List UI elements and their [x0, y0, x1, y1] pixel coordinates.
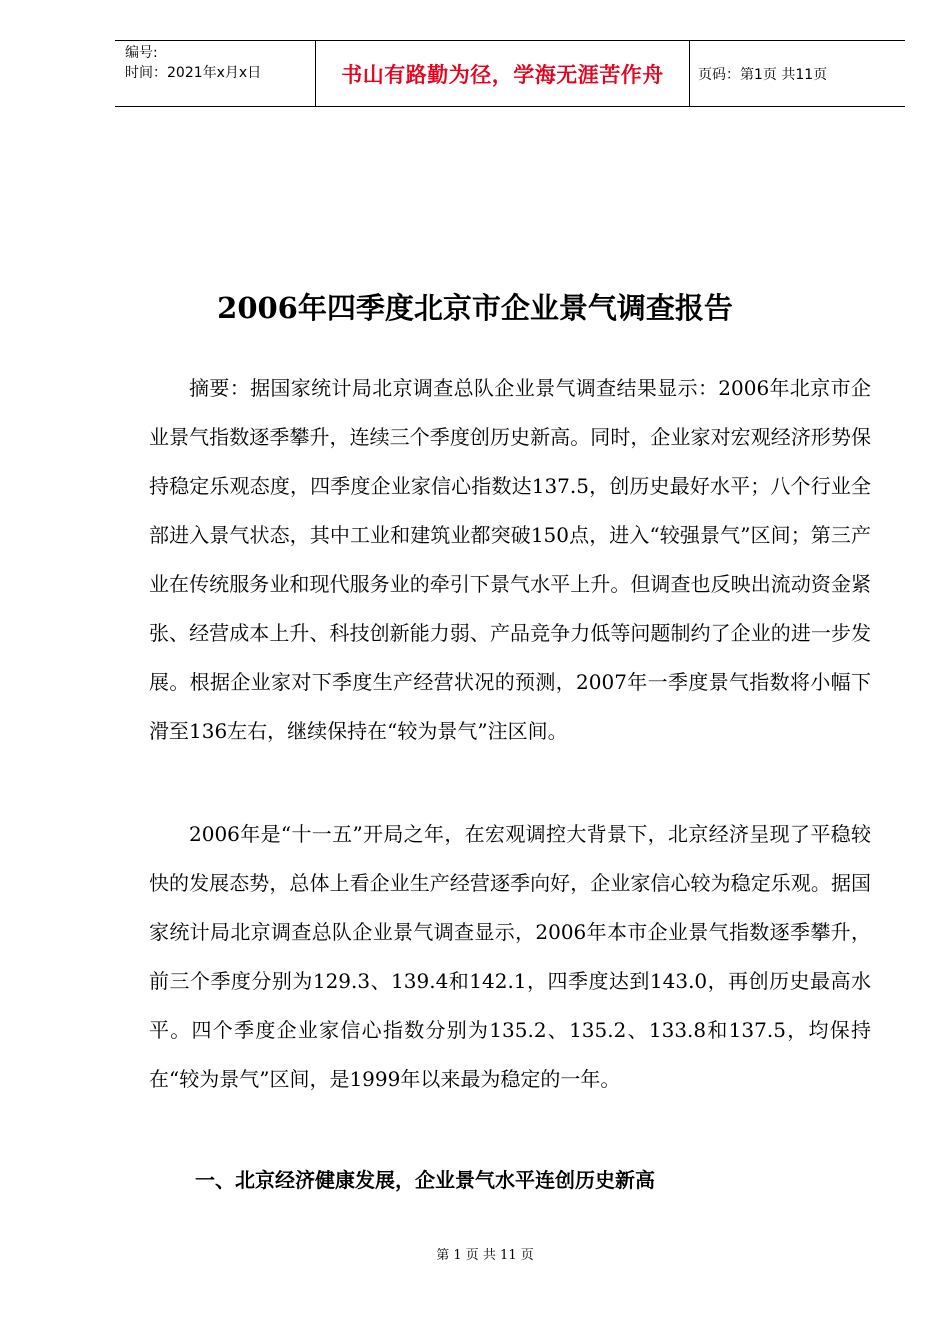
- page-header: [115, 40, 905, 107]
- section-heading: 一、北京经济健康发展，企业景气水平连创历史新高: [195, 1168, 655, 1192]
- page-number-label: 页码：第1页 共11页: [698, 66, 828, 83]
- serial-label: 编号:: [125, 45, 158, 61]
- document-title: 2006年四季度北京市企业景气调查报告: [217, 291, 733, 325]
- header-page-cell: [690, 41, 905, 106]
- page-footer: 第 1 页 共 11 页: [436, 1248, 534, 1263]
- motto-text: 书山有路勤为径，学海无涯苦作舟: [341, 62, 664, 87]
- header-motto-cell: [316, 41, 690, 106]
- header-meta-cell: [115, 41, 316, 106]
- body-paragraph: 2006年是“十一五”开局之年，在宏观调控大背景下，北京经济呈现了平稳较快的发展态势，总体上看企业生产经营逐季向好，企业家信心较为稳定乐观。据国家统计局北京调查总队企业景气调查显示，2006年本市企业景气指数逐季攀升，前三个季度分别为129.3、139.4和142.1，四季度达到143.0，再创历史最高水平。四个季度企业家信心指数分别为135.2、135.2、133.8和137.5，均保持在“较为景气”区间，是1999年以来最为稳定的一年。: [149, 822, 871, 1091]
- time-label: 时间：2021年x月x日: [125, 65, 262, 81]
- abstract-paragraph: 摘要：据国家统计局北京调查总队企业景气调查结果显示：2006年北京市企业景气指数逐季攀升，连续三个季度创历史新高。同时，企业家对宏观经济形势保持稳定乐观态度，四季度企业家信心指数达137.5，创历史最好水平；八个行业全部进入景气状态，其中工业和建筑业都突破150点，进入“较强景气”区间；第三产业在传统服务业和现代服务业的牵引下景气水平上升。但调查也反映出流动资金紧张、经营成本上升、科技创新能力弱、产品竞争力低等问题制约了企业的进一步发展。根据企业家对下季度生产经营状况的预测，2007年一季度景气指数将小幅下滑至136左右，继续保持在“较为景气”注区间。: [149, 376, 871, 743]
